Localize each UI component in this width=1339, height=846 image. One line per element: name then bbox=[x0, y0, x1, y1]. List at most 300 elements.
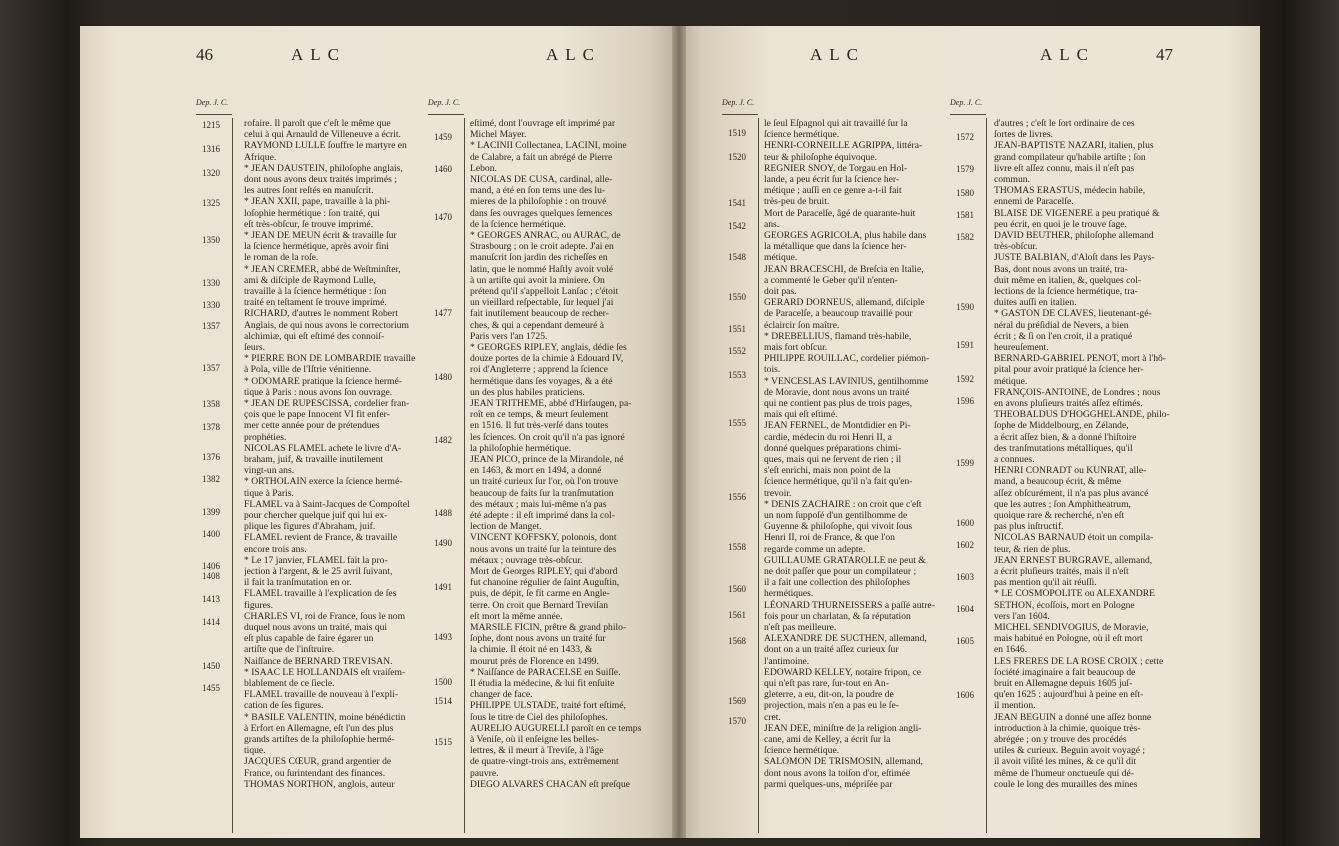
col4-text-line: pital pour avoir pratiqué la ſcience her- bbox=[994, 364, 1144, 376]
col1-year: 1357 bbox=[202, 363, 220, 373]
col3-text-line: il a fait une collection des philoſophes bbox=[764, 577, 911, 589]
col4-text-line: grand compilateur qu'habile artiſte ; ſon bbox=[994, 151, 1146, 163]
col4-text-line: pas mention qu'il ait réuſſi. bbox=[994, 577, 1097, 589]
col1-text-line: Naiſſance de BERNARD TREVISAN. bbox=[244, 655, 393, 667]
col1-text-line: ami & diſciple de Raymond Lulle, bbox=[244, 274, 376, 286]
col3-text-line: ſcience hermétique. bbox=[764, 745, 840, 757]
col1-text-line: la ſcience hermétique, après avoir fini bbox=[244, 241, 389, 253]
col2-text-line: été adepte : il eſt imprimé dans la col- bbox=[470, 510, 615, 521]
col1-text-line: tique à Paris : nous avons ſon ouvrage. bbox=[244, 386, 393, 398]
col3-text-line: * VENCESLAS LAVINIUS, gentilhomme bbox=[764, 375, 929, 387]
col2-text-line: latin, que le nommé Haſtly avoit volé bbox=[470, 263, 614, 275]
col4-text-line: bruit en Allemagne depuis 1605 juſ- bbox=[994, 678, 1133, 689]
col3-text-line: teur & philoſophe équivoque. bbox=[764, 151, 877, 163]
col4-year: 1591 bbox=[956, 340, 974, 350]
col1-year: 1400 bbox=[202, 529, 220, 539]
col4-text-line: SETHON, écoſſois, mort en Pologne bbox=[994, 599, 1135, 611]
col4-text-line: ennemi de Paracelſe. bbox=[994, 196, 1074, 208]
col4-text-line: BERNARD-GABRIEL PENOT, mort à l'hô- bbox=[994, 353, 1167, 365]
col2-year: 1491 bbox=[434, 582, 452, 592]
col4-text-line: lections de la ſcience hermétique, tra- bbox=[994, 286, 1138, 297]
col4-text-line: mais habitué en Pologne, où il eſt mort bbox=[994, 633, 1143, 645]
col1-text-line: FLAMEL revient de France, & travaille bbox=[244, 532, 398, 544]
col1-text-line: eſt très-obſcur, ſe trouve imprimé. bbox=[244, 218, 374, 230]
col4-text-line: BLAISE DE VIGENERE a peu pratiqué & bbox=[994, 207, 1160, 219]
col4-text-line: heureuſement. bbox=[994, 342, 1049, 353]
col4-text-line: écrit ; & ſi on l'en croit, il a pratiqué bbox=[994, 330, 1133, 342]
col1-text-line: * ODOMARE pratique la ſcience hermé- bbox=[244, 375, 402, 387]
left-header-title-1: ALC bbox=[291, 45, 346, 64]
col2-text-line: beaucoup de faits ſur la tranſmutation bbox=[470, 487, 614, 499]
col1-text-line: * JEAN DE RUPESCISSA, cordelier fran- bbox=[244, 398, 410, 409]
col3-text-line: qui ne contient pas plus de trois pages, bbox=[764, 398, 913, 409]
col1-text-line: dont nous avons deux traités imprimés ; bbox=[244, 174, 397, 185]
col3-text-line: Mort de Paracelſe, âgé de quarante-huit bbox=[764, 207, 916, 219]
col2-year: 1459 bbox=[434, 132, 452, 142]
col3-text-line: PHILIPPE ROUILLAC, cordelier piémon- bbox=[764, 353, 930, 365]
col2-text-line: MARSILE FICIN, prêtre & grand philo- bbox=[470, 622, 627, 633]
col2-year: 1460 bbox=[434, 164, 452, 174]
col4-year: 1590 bbox=[956, 302, 974, 312]
col3-text-line: de Moravie, dont nous avons un traité bbox=[764, 386, 910, 398]
col4-text-line: pas plus inſtructif. bbox=[994, 521, 1064, 533]
col4-text-line: teur, & rien de plus. bbox=[994, 543, 1071, 555]
col4-text-line: néral du préſidial de Nevers, a bien bbox=[994, 319, 1129, 331]
col3-header-rule bbox=[722, 114, 758, 115]
col3-year: 1520 bbox=[728, 152, 746, 162]
col3-text-line: le ſeul Eſpagnol qui ait travaillé ſur la bbox=[764, 118, 908, 129]
col4-year: 1599 bbox=[956, 458, 974, 468]
col3-text-line: regarde comme un adepte. bbox=[764, 543, 866, 555]
col1-text-line: * JEAN DAUSTEIN, philoſophe anglais, bbox=[244, 162, 403, 174]
col4-text-line: abrégée ; on y trouve des procédés bbox=[994, 734, 1127, 745]
col1-text-line: celui à qui Arnauld de Villeneuve a écrit. bbox=[244, 129, 401, 141]
col2-year: 1488 bbox=[434, 508, 452, 518]
col4-text-line: commun. bbox=[994, 174, 1030, 185]
col2-text-line: DIEGO ALVARES CHACAN eſt preſque bbox=[470, 778, 630, 790]
col2-text-line: changer de face. bbox=[470, 689, 533, 701]
col4-text-line: JEAN-BAPTISTE NAZARI, italien, plus bbox=[994, 140, 1154, 152]
col2-text-line: hermétique dans ſes voyages, & a été bbox=[470, 375, 613, 387]
col1-text-line: les autres ſont reſtés en manuſcrit. bbox=[244, 185, 374, 197]
col3-text-line: LÉONARD THURNEISSERS a paſſé autre- bbox=[764, 599, 935, 611]
col2-text-line: un traité curieux ſur l'or, où l'on trouve bbox=[470, 476, 619, 488]
col3-year: 1555 bbox=[728, 418, 746, 428]
col1-year: 1215 bbox=[202, 120, 220, 130]
left-header-title-2: ALC bbox=[546, 45, 601, 64]
col1-text-line: THOMAS NORTHON, anglois, auteur bbox=[244, 778, 395, 790]
col3-text-line: JEAN BRACESCHI, de Breſcia en Italie, bbox=[764, 263, 924, 275]
col3-year: 1561 bbox=[728, 610, 746, 620]
col1-year: 1408 bbox=[202, 571, 220, 581]
col3-text-line: parmi quelques-uns, mépriſée par bbox=[764, 778, 893, 790]
col4-year: 1572 bbox=[956, 132, 974, 142]
col2-text-line: eſt mort la même année. bbox=[470, 610, 563, 622]
col2-year: 1477 bbox=[434, 308, 452, 318]
col3-text-line: JEAN DEE, miniſtre de la religion angli- bbox=[764, 722, 922, 734]
col3-text-line: très-peu de bruit. bbox=[764, 196, 830, 208]
col1-text-line: * ISAAC LE HOLLANDAIS eſt vraiſem- bbox=[244, 666, 406, 678]
col4-text-line: DAVID BEUTHER, philoſophe allemand bbox=[994, 230, 1154, 241]
col1-text-line: braham, juif, & travaille inutilement bbox=[244, 454, 384, 465]
col1-year: 1358 bbox=[202, 399, 220, 409]
col3-year: 1553 bbox=[728, 370, 746, 380]
col4-text-line: Bas, dont nous avons un traité, tra- bbox=[994, 263, 1128, 275]
col3-text-line: ſcience hermétique, qu'il n'a fait qu'en- bbox=[764, 476, 913, 488]
col2-year: 1515 bbox=[434, 737, 452, 747]
col4-text-line: d'autres ; c'eſt le ſort ordinaire de ces bbox=[994, 118, 1135, 129]
col3-text-line: hermétiques. bbox=[764, 588, 814, 600]
col3-year: 1552 bbox=[728, 346, 746, 356]
col4-date-header: Dep. J. C. bbox=[950, 98, 983, 107]
col2-text-line: * GEORGES ANRAC, ou AURAC, de bbox=[470, 230, 621, 241]
col1-text-line: rofaire. Il paroît que c'eſt le même que bbox=[244, 118, 391, 129]
col1-text-line: * JEAN CREMER, abbé de Weſtminſter, bbox=[244, 263, 401, 275]
col4-year: 1606 bbox=[956, 690, 974, 700]
col4-text-line: duit même en italien, &, quelques col- bbox=[994, 274, 1142, 286]
col3-year: 1568 bbox=[728, 636, 746, 646]
col1-text bbox=[244, 98, 434, 833]
col1-text-line: RAYMOND LULLE ſouffre le martyre en bbox=[244, 140, 407, 152]
col3-text-line: donné quelques préparations chimi- bbox=[764, 442, 902, 454]
col4-text-line: ſociété imaginaire a fait beaucoup de bbox=[994, 666, 1136, 678]
col3-year: 1550 bbox=[728, 292, 746, 302]
col1-text-line: plique les figures d'Abraham, juif. bbox=[244, 521, 376, 533]
col4-text-line: JEAN ERNEST BURGRAVE, allemand, bbox=[994, 554, 1153, 566]
col4-text-line: des tranſmutations métalliques, qu'il bbox=[994, 442, 1133, 454]
col4-year: 1603 bbox=[956, 572, 974, 582]
col1-text-line: JACQUES CŒUR, grand argentier de bbox=[244, 756, 392, 768]
col4-text-line: coule le long des murailles des mines bbox=[994, 778, 1138, 790]
col2-header-rule bbox=[428, 114, 464, 115]
col3-text-line: qui n'eſt pas rare, ſur-tout en An- bbox=[764, 678, 889, 689]
col1-text-line: FLAMEL travaille à l'explication de ſes bbox=[244, 588, 397, 600]
col1-text-line: prophéties. bbox=[244, 431, 287, 443]
col2-text-line: VINCENT KOFFSKY, polonois, dont bbox=[470, 532, 617, 544]
col3-text-line: * DENIS ZACHAIRE : on croit que c'eſt bbox=[764, 498, 922, 510]
col3-year: 1558 bbox=[728, 542, 746, 552]
col3-text-line: métique. bbox=[764, 252, 798, 264]
col2-text bbox=[470, 98, 670, 833]
col4-text-line: utiles & curieux. Beguin avoit voyagé ; bbox=[994, 745, 1146, 757]
col3-text-line: GEORGES AGRICOLA, plus habile dans bbox=[764, 230, 927, 241]
col3-text-line: GERARD DORNEUS, allemand, diſciple bbox=[764, 297, 925, 309]
col4-text-line: que les autres ; ſon Amphitheatrum, bbox=[994, 498, 1131, 510]
col1-year: 1330 bbox=[202, 300, 220, 310]
col3-year: 1542 bbox=[728, 221, 746, 231]
col3-text-line: mais qui eſt eſtimé. bbox=[764, 409, 838, 421]
col1-text-line: Afrique. bbox=[244, 151, 277, 163]
col3-text-line: tois. bbox=[764, 364, 781, 376]
right-page-header bbox=[810, 45, 1230, 75]
col2-text-line: la philoſophie hermétique. bbox=[470, 442, 571, 454]
col3-year: 1551 bbox=[728, 324, 746, 334]
col1-year: 1330 bbox=[202, 278, 220, 288]
col4-text-line: qu'en 1625 : aujourd'hui à peine en eſt- bbox=[994, 689, 1144, 701]
col3-year: 1548 bbox=[728, 252, 746, 262]
col2-text-line: ſophe, dont nous avons un traité ſur bbox=[470, 633, 606, 645]
col3-year: 1570 bbox=[728, 716, 746, 726]
col1-text-line: grands artiſtes de la philoſophie hermé- bbox=[244, 734, 395, 745]
col2-text-line: fut chanoine régulier de ſaint Auguſtin, bbox=[470, 577, 620, 589]
col1-year: 1399 bbox=[202, 507, 220, 517]
col1-year: 1357 bbox=[202, 321, 220, 331]
col2-text-line: mieres de la philoſophie : on trouvé bbox=[470, 196, 607, 208]
col1-year: 1376 bbox=[202, 452, 220, 462]
col3-year: 1569 bbox=[728, 696, 746, 706]
col2-text-line: manuſcrit ſon jardin des richeſſes en bbox=[470, 252, 608, 264]
col3-text-line: JEAN FERNEL, de Montdidier en Pi- bbox=[764, 420, 911, 432]
col1-text-line: * JEAN XXII, pape, travaille à la phi- bbox=[244, 196, 391, 208]
col3-date-header: Dep. J. C. bbox=[722, 98, 755, 107]
col4-text-line: livre eſt aſſez connu, mais il n'eſt pas bbox=[994, 162, 1135, 174]
col1-text-line: à Erfort en Allemagne, eſt l'un des plus bbox=[244, 722, 394, 734]
col2-year: 1480 bbox=[434, 372, 452, 382]
col4-text-line: a écrit pluſieurs traités, mais il n'eſt bbox=[994, 566, 1129, 577]
col4-date-column bbox=[950, 118, 987, 833]
col3-text-line: Henri II, roi de France, & que l'on bbox=[764, 532, 895, 544]
col4-text-line: ſophe de Middelbourg, en Zélande, bbox=[994, 420, 1129, 432]
col2-text-line: puis, de dépit, ſe fit carme en Angle- bbox=[470, 588, 610, 600]
col4-text-line: métique. bbox=[994, 375, 1028, 387]
col1-text-line: vingt-un ans. bbox=[244, 465, 295, 477]
col3-text-line: lande, a peu écrit ſur la ſcience her- bbox=[764, 174, 900, 185]
col2-text-line: * Naiſſance de PARACELSE en Suiſſe. bbox=[470, 666, 621, 678]
col1-text-line: duquel nous avons un traité, mais qui bbox=[244, 622, 388, 633]
col1-text-line: * Le 17 janvier, FLAMEL fait la pro- bbox=[244, 554, 388, 566]
col2-text-line: ſous le titre de Ciel des philoſophes. bbox=[470, 711, 608, 723]
col2-year: 1490 bbox=[434, 538, 452, 548]
col3-year: 1519 bbox=[728, 128, 746, 138]
col1-text-line: çois que le pape Innocent VI fit enfer- bbox=[244, 409, 390, 421]
col2-text-line: * LACINII Collectanea, LACINI, moine bbox=[470, 140, 627, 152]
col3-text-line: trevoir. bbox=[764, 487, 792, 499]
col3-text-line: cret. bbox=[764, 711, 781, 723]
col4-text-line: en 1646. bbox=[994, 644, 1028, 656]
col1-text-line: NICOLAS FLAMEL achete le livre d'A- bbox=[244, 442, 402, 454]
col2-text-line: de Calabre, a fait un abrégé de Pierre bbox=[470, 151, 613, 163]
col4-year: 1581 bbox=[956, 210, 974, 220]
col3-text bbox=[764, 98, 944, 833]
col1-text-line: à Pola, ville de l'Iſtrie vénitienne. bbox=[244, 364, 372, 376]
col2-text-line: Michel Mayer. bbox=[470, 129, 527, 141]
col4-year: 1596 bbox=[956, 396, 974, 406]
col2-text-line: Lebon. bbox=[470, 162, 497, 174]
col1-text-line: * ORTHOLAIN exerce la ſcience hermé- bbox=[244, 476, 403, 488]
col3-text-line: ALEXANDRE DE SUCTHEN, allemand, bbox=[764, 633, 927, 645]
col1-text-line: traité en teſtament ſe trouve imprimé. bbox=[244, 297, 387, 309]
col1-year: 1406 bbox=[202, 561, 220, 571]
col2-text-line: pauvre. bbox=[470, 767, 499, 779]
col2-date-column bbox=[428, 118, 465, 833]
col4-text-line: a connues. bbox=[994, 454, 1035, 465]
col2-year: 1514 bbox=[434, 696, 452, 706]
col1-year: 1325 bbox=[202, 198, 220, 208]
col4-text-line: il avoit viſité les mines, & ce qu'il dit bbox=[994, 756, 1137, 768]
col1-text-line: * BASILE VALENTIN, moine bénédictin bbox=[244, 711, 406, 723]
col4-text-line: même de l'humeur onctueuſe qui dé- bbox=[994, 767, 1134, 779]
col1-year: 1413 bbox=[202, 594, 220, 604]
col2-text-line: en 1516. Il fut très-verſé dans toutes bbox=[470, 420, 609, 432]
col2-text-line: fait inutilement beaucoup de recher- bbox=[470, 308, 609, 320]
col1-year: 1414 bbox=[202, 617, 220, 627]
col3-text-line: Guyenne & philoſophe, qui vivoit ſous bbox=[764, 521, 913, 533]
col3-text-line: ans. bbox=[764, 218, 780, 230]
col4-text-line: vers l'an 1604. bbox=[994, 610, 1050, 622]
col2-text-line: Paris vers l'an 1725. bbox=[470, 330, 548, 342]
col2-text-line: à un artiſte qui avoit la miniere. On bbox=[470, 274, 605, 286]
col1-text-line: encore trois ans. bbox=[244, 543, 307, 555]
col2-text-line: JEAN PICO, prince de la Mirandole, né bbox=[470, 454, 624, 465]
col4-year: 1602 bbox=[956, 540, 974, 550]
col1-text-line: travaille à la ſcience hermétique : ſon bbox=[244, 286, 387, 297]
right-header-title-2: ALC bbox=[1040, 45, 1095, 64]
col4-text-line: THEOBALDUS D'HOGGHELANDE, philo- bbox=[994, 409, 1170, 421]
col1-header-rule bbox=[196, 114, 232, 115]
col2-text-line: douze portes de la chimie à Edouard IV, bbox=[470, 353, 624, 365]
col3-text-line: dont on a un traité aſſez curieux ſur bbox=[764, 644, 899, 656]
col4-text-line: aſſez obſcurément, il n'a pas plus avancé bbox=[994, 487, 1149, 499]
col2-text-line: en 1463, & mort en 1494, a donné bbox=[470, 465, 602, 477]
col3-text-line: cane, ami de Kelley, a écrit ſur la bbox=[764, 734, 891, 745]
col4-text-line: NICOLAS BARNAUD étoit un compila- bbox=[994, 532, 1154, 544]
col4-text-line: FRANÇOIS-ANTOINE, de Londres ; nous bbox=[994, 386, 1161, 398]
col1-text-line: mer cette année pour de prétendues bbox=[244, 420, 380, 432]
col3-text-line: ques, mais qui ne ſervent de rien ; il bbox=[764, 454, 902, 465]
col4-text-line: a écrit aſſez bien, & a donné l'hiſtoire bbox=[994, 431, 1137, 443]
col3-text-line: de Paracelſe, a beaucoup travaillé pour bbox=[764, 308, 913, 320]
col1-text-line: le roman de la roſe. bbox=[244, 252, 319, 264]
col1-text-line: FLAMEL travaille de nouveau à l'expli- bbox=[244, 689, 399, 701]
col1-text-line: Anglais, de qui nous avons le correctorium bbox=[244, 319, 409, 331]
col3-text-line: s'eſt enrichi, mais non point de la bbox=[764, 465, 891, 477]
col1-year: 1350 bbox=[202, 235, 220, 245]
col4-text-line: peu écrit, en quoi je le trouve ſage. bbox=[994, 218, 1127, 230]
col1-date-column bbox=[196, 118, 233, 833]
col4-year: 1604 bbox=[956, 604, 974, 614]
col2-text-line: un vieillard reſpectable, ſur lequel j'ai bbox=[470, 297, 614, 309]
left-page-number: 46 bbox=[196, 45, 213, 64]
col3-text-line: GUILLAUME GRATAROLLE ne peut & bbox=[764, 554, 926, 566]
col2-text-line: eſtimé, dont l'ouvrage eſt imprimé par bbox=[470, 118, 616, 129]
col3-text-line: ſcience hermétique. bbox=[764, 129, 840, 141]
col2-text-line: mand, a été en ſon tems une des lu- bbox=[470, 185, 606, 197]
col3-text-line: gleterre, a eu, dit-on, la poudre de bbox=[764, 689, 894, 701]
col4-text-line: * LE COSMOPOLITE ou ALEXANDRE bbox=[994, 588, 1155, 600]
col2-text-line: terre. On croit que Bernard Treviſan bbox=[470, 599, 609, 611]
col2-text-line: la chimie. Il étoit né en 1433, & bbox=[470, 644, 593, 656]
col1-text-line: blablement de ce ſiecle. bbox=[244, 678, 335, 689]
col3-text-line: * DREBELLIUS, flamand très-habile, bbox=[764, 330, 912, 342]
col2-text-line: de la ſcience hermétique. bbox=[470, 218, 566, 230]
col4-year: 1600 bbox=[956, 518, 974, 528]
col2-text-line: un des plus habiles praticiens. bbox=[470, 386, 585, 398]
col1-text-line: eſt plus capable de faire égarer un bbox=[244, 633, 374, 645]
col3-year: 1541 bbox=[728, 198, 746, 208]
col2-text-line: ches, & qui a cependant demeuré à bbox=[470, 319, 604, 331]
col4-year: 1580 bbox=[956, 188, 974, 198]
col1-text-line: figures. bbox=[244, 599, 274, 611]
col1-text-line: * PIERRE BON DE LOMBARDIE travaille bbox=[244, 353, 416, 365]
col2-text-line: lettres, & il meurt à Treviſe, à l'âge bbox=[470, 745, 604, 757]
right-page-number: 47 bbox=[1156, 45, 1173, 64]
col2-text-line: AURELIO AUGURELLI paroît en ce temps bbox=[470, 722, 642, 734]
col3-text-line: SALOMON DE TRISMOSIN, allemand, bbox=[764, 756, 923, 768]
col1-text-line: ſeurs. bbox=[244, 342, 266, 353]
col1-text-line: CHARLES VI, roi de France, ſous le nom bbox=[244, 610, 406, 622]
col4-text-line: THOMAS ERASTUS, médecin habile, bbox=[994, 185, 1146, 197]
book-gutter bbox=[672, 26, 686, 838]
col2-year: 1470 bbox=[434, 212, 452, 222]
col4-text-line: ſortes de livres. bbox=[994, 129, 1053, 141]
col1-text-line: RICHARD, d'autres le nomment Robert bbox=[244, 308, 398, 320]
col3-text-line: REGNIER SNOY, de Torgau en Hol- bbox=[764, 162, 908, 174]
col1-year: 1316 bbox=[202, 144, 220, 154]
col3-text-line: la métallique que dans la ſcience her- bbox=[764, 241, 907, 253]
col1-year: 1378 bbox=[202, 422, 220, 432]
left-page-header bbox=[196, 45, 636, 75]
col3-text-line: un nom ſuppoſé d'un gentilhomme de bbox=[764, 510, 908, 521]
col4-header-rule bbox=[950, 114, 986, 115]
col2-text-line: NICOLAS DE CUSA, cardinal, alle- bbox=[470, 174, 613, 185]
col4-text-line: * GASTON DE CLAVES, lieutenant-gé- bbox=[994, 308, 1152, 320]
col1-text-line: il fait la tranſmutation en or. bbox=[244, 577, 352, 589]
col3-date-column bbox=[722, 118, 759, 833]
col1-text-line: jection à l'argent, & le 25 avril ſuivant, bbox=[244, 566, 393, 577]
col1-text-line: artiſte que de l'inſtruire. bbox=[244, 644, 335, 656]
col2-text-line: à Veniſe, où il enſeigne les belles- bbox=[470, 734, 600, 745]
col3-text-line: a commenté le Geber qu'il n'enten- bbox=[764, 274, 898, 286]
col2-text-line: de quatre-vingt-trois ans, extrêmement bbox=[470, 756, 619, 768]
col4-text-line: HENRI CONRADT ou KUNRAT, alle- bbox=[994, 465, 1147, 477]
col2-text-line: prétend qu'il s'appelloit Lanſac ; c'étoit bbox=[470, 286, 619, 297]
col1-date-header: Dep. J. C. bbox=[196, 98, 229, 107]
col3-text-line: fois pour un charlatan, & ſa réputation bbox=[764, 610, 911, 622]
col4-text-line: introduction à la chimie, quoique très- bbox=[994, 722, 1141, 734]
col2-date-header: Dep. J. C. bbox=[428, 98, 461, 107]
col3-text-line: ne doit paſſer que pour un compilateur ; bbox=[764, 566, 917, 577]
col1-text-line: France, ou ſurintendant des finances. bbox=[244, 767, 386, 779]
col1-year: 1382 bbox=[202, 474, 220, 484]
col2-text-line: mourut près de Florence en 1499. bbox=[470, 655, 599, 667]
col3-text-line: métique ; auſſi en ce genre a-t-il fait bbox=[764, 185, 902, 197]
col1-year: 1320 bbox=[202, 168, 220, 178]
right-header-title-1: ALC bbox=[810, 45, 865, 64]
col3-text-line: n'eſt pas meilleure. bbox=[764, 622, 837, 633]
col1-text-line: FLAMEL va à Saint-Jacques de Compoſtel bbox=[244, 498, 410, 510]
col4-year: 1605 bbox=[956, 636, 974, 646]
col3-text-line: dont nous avons la toiſon d'or, eſtimée bbox=[764, 767, 911, 779]
col2-text-line: Strasbourg ; on le croit adepte. J'ai en bbox=[470, 241, 614, 253]
col2-text-line: roi d'Angleterre ; apprend la ſcience bbox=[470, 364, 608, 376]
col4-year: 1579 bbox=[956, 164, 974, 174]
col2-year: 1482 bbox=[434, 435, 452, 445]
col2-text-line: PHILIPPE ULSTADE, traité fort eſtimé, bbox=[470, 700, 626, 712]
col3-text-line: doit pas. bbox=[764, 286, 797, 297]
col2-text-line: nous avons un traité ſur la teinture des bbox=[470, 543, 617, 555]
col1-year: 1450 bbox=[202, 661, 220, 671]
col2-year: 1500 bbox=[434, 677, 452, 687]
col1-text-line: tique à Paris. bbox=[244, 487, 294, 499]
col2-text-line: les ſciences. On croit qu'il n'a pas ignoré bbox=[470, 431, 625, 443]
col4-year: 1592 bbox=[956, 374, 974, 384]
col1-text-line: alchimiæ, qui eſt eſtimé des connoiſ- bbox=[244, 330, 385, 342]
col3-text-line: mais fort obſcur. bbox=[764, 342, 828, 353]
col4-text-line: quoique rare & recherché, n'en eſt bbox=[994, 510, 1125, 521]
col2-text-line: métaux ; ouvrage très-obſcur. bbox=[470, 554, 583, 566]
col3-text-line: éclaircir ſon maître. bbox=[764, 319, 840, 331]
col4-year: 1582 bbox=[956, 232, 974, 242]
